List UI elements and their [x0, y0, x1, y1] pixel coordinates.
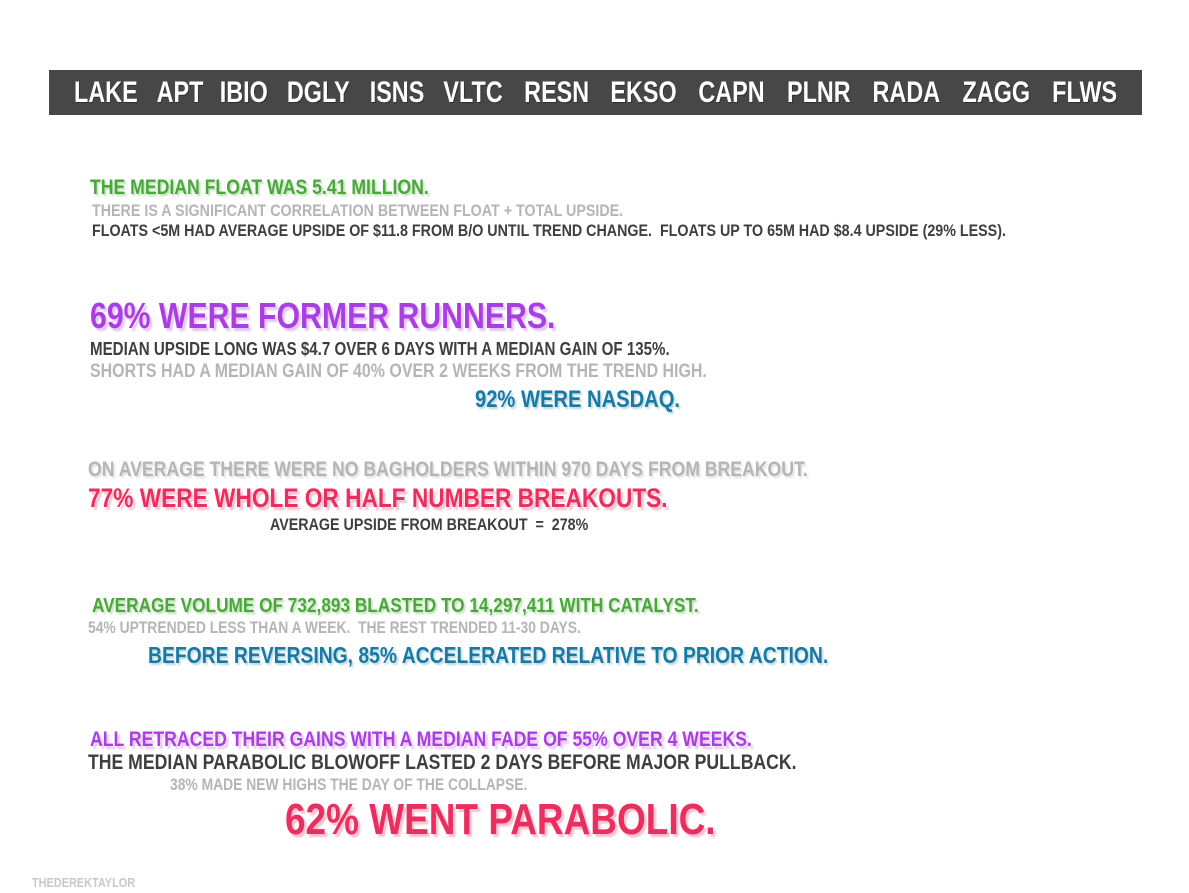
average-volume-headline: AVERAGE VOLUME OF 732,893 BLASTED TO 14,297,411 WITH CATALYST.: [92, 594, 699, 617]
watermark: THEDEREKTAYLOR: [32, 875, 136, 890]
former-runners-headline: 69% WERE FORMER RUNNERS.: [90, 295, 556, 336]
whole-half-breakouts-headline: 77% WERE WHOLE OR HALF NUMBER BREAKOUTS.: [88, 483, 668, 513]
went-parabolic-headline: 62% WENT PARABOLIC.: [285, 795, 716, 844]
ticker-item: EKSO: [610, 75, 677, 109]
bagholders-note: ON AVERAGE THERE WERE NO BAGHOLDERS WITHIN 970 DAYS FROM BREAKOUT.: [88, 458, 808, 481]
ticker-item: RESN: [523, 75, 589, 109]
median-float-headline: THE MEDIAN FLOAT WAS 5.41 MILLION.: [90, 176, 429, 199]
ticker-item: LAKE: [73, 75, 138, 109]
retraced-gains-headline: ALL RETRACED THEIR GAINS WITH A MEDIAN FADE OF 55% OVER 4 WEEKS.: [90, 728, 752, 751]
acceleration-note: BEFORE REVERSING, 85% ACCELERATED RELATIVE TO PRIOR ACTION.: [148, 642, 829, 668]
ticker-item: RADA: [872, 75, 940, 109]
float-upside-note: FLOATS <5M HAD AVERAGE UPSIDE OF $11.8 FROM B/O UNTIL TREND CHANGE. FLOATS UP TO 65M HAD $8.4 UPSIDE (29% LESS).: [92, 221, 1006, 240]
new-highs-note: 38% MADE NEW HIGHS THE DAY OF THE COLLAPSE.: [170, 776, 528, 794]
uptrend-duration-note: 54% UPTRENDED LESS THAN A WEEK. THE REST TRENDED 11-30 DAYS.: [88, 619, 581, 637]
ticker-item: CAPN: [698, 75, 766, 109]
ticker-item: ISNS: [369, 75, 425, 109]
ticker-item: VLTC: [443, 75, 503, 109]
ticker-item: FLWS: [1051, 75, 1117, 109]
ticker-item: ZAGG: [962, 75, 1030, 109]
nasdaq-stat: 92% WERE NASDAQ.: [475, 386, 680, 413]
ticker-item: DGLY: [286, 75, 350, 109]
ticker-item: APT: [156, 75, 204, 109]
ticker-bar: [49, 70, 1142, 115]
float-correlation-note: THERE IS A SIGNIFICANT CORRELATION BETWEEN FLOAT + TOTAL UPSIDE.: [92, 201, 624, 220]
shorts-gain-note: SHORTS HAD A MEDIAN GAIN OF 40% OVER 2 WEEKS FROM THE TREND HIGH.: [90, 361, 707, 382]
ticker-item: PLNR: [786, 75, 851, 109]
median-upside-note: MEDIAN UPSIDE LONG WAS $4.7 OVER 6 DAYS WITH A MEDIAN GAIN OF 135%.: [90, 339, 670, 359]
parabolic-blowoff-note: THE MEDIAN PARABOLIC BLOWOFF LASTED 2 DAYS BEFORE MAJOR PULLBACK.: [88, 751, 797, 774]
ticker-item: IBIO: [219, 75, 269, 109]
breakout-upside-stat: AVERAGE UPSIDE FROM BREAKOUT = 278%: [270, 515, 589, 534]
